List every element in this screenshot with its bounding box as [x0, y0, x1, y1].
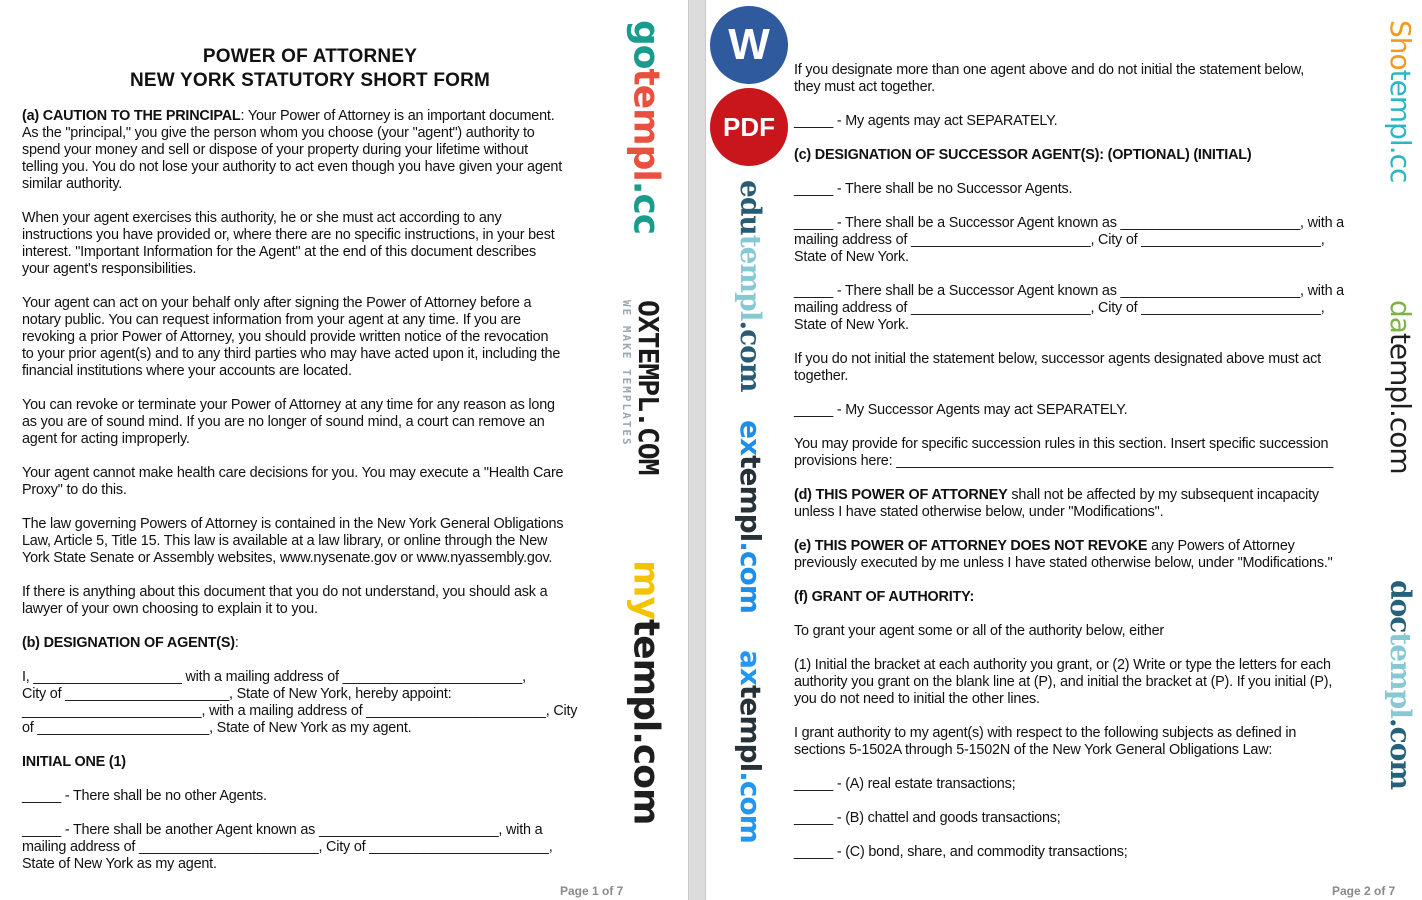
text-line: interest. "Important Information for the Agent" at the end of this document describes: [22, 244, 536, 260]
paragraph: [22, 465, 577, 499]
paragraph: [22, 516, 577, 567]
text-line: City of _____________________, State of New York, hereby appoint:: [22, 686, 452, 702]
text-line: agent for acting improperly.: [22, 431, 190, 447]
text-line: your agent's responsibilities.: [22, 261, 197, 277]
watermark-text: .com: [1383, 717, 1417, 790]
watermark-doctempl: [1384, 580, 1415, 789]
text-line: notary public. You can request information from your agent at any time. If you are: [22, 312, 521, 328]
watermark-text: templ: [733, 455, 767, 542]
watermark-mytempl: [626, 560, 666, 825]
text-line: State of New York as my agent.: [22, 856, 217, 872]
watermark-text: .cc: [625, 180, 667, 235]
paragraph: [794, 351, 1344, 385]
paragraph: [794, 147, 1344, 164]
text-line: _____ - There shall be no Successor Agents.: [794, 181, 1073, 197]
text-line: Proxy" to do this.: [22, 482, 127, 498]
watermark-text: .com: [733, 771, 767, 843]
text-line: mailing address of _______________________, City of _______________________,: [794, 300, 1325, 316]
text-line: [22, 108, 577, 125]
text-line: [22, 635, 577, 652]
word-icon: W: [728, 20, 770, 69]
paragraph: [794, 436, 1344, 470]
paragraph: [794, 810, 1344, 827]
watermark-gotempl: [626, 20, 666, 234]
word-format-badge[interactable]: [710, 6, 788, 84]
watermark-text: templ: [1383, 632, 1417, 718]
text-line: _____ - My Successor Agents may act SEPARATELY.: [794, 402, 1128, 418]
text-line: The law governing Powers of Attorney is contained in the New York General Obligations: [22, 516, 564, 532]
watermark-text: da: [1383, 300, 1417, 333]
text-line: _____ - There shall be no other Agents.: [22, 788, 267, 804]
watermark-text: templ.cc: [1383, 69, 1417, 183]
paragraph: [794, 113, 1344, 130]
paragraph: [22, 210, 577, 278]
document-page-2: [706, 0, 1422, 900]
pdf-icon: PDF: [723, 111, 775, 142]
paragraph: [794, 725, 1344, 759]
text-line: provisions here: ________________________________________________________: [794, 453, 1334, 469]
text-line: you do not need to initial the other lines.: [794, 691, 1040, 707]
section-heading: (f) GRANT OF AUTHORITY:: [794, 589, 975, 605]
text-line: _____ - (C) bond, share, and commodity transactions;: [794, 844, 1128, 860]
text-line: You may provide for specific succession rules in this section. Insert specific succession: [794, 436, 1329, 452]
section-heading: (c) DESIGNATION OF SUCCESSOR AGENT(S): (OPTIONAL) (INITIAL): [794, 147, 1252, 163]
watermark-text: templ.com: [625, 618, 667, 825]
text-line: sections 5-1502A through 5-1502N of the New York General Obligations Law:: [794, 742, 1273, 758]
paragraph: [794, 623, 1344, 640]
text-segment: shall not be affected by my subsequent incapacity: [1007, 487, 1319, 503]
text-line: You can revoke or terminate your Power of Attorney at any time for any reason as long: [22, 397, 555, 413]
watermark-text: edu: [733, 180, 767, 235]
text-line: instructions you have provided or, where there are no specific instructions, in your best: [22, 227, 555, 243]
text-line: York State Senate or Assembly websites, www.nysenate.gov or www.nyassembly.gov.: [22, 550, 553, 566]
section-heading: (e) THIS POWER OF ATTORNEY DOES NOT REVOKE: [794, 538, 1148, 554]
document-title: POWER OF ATTORNEY: [202, 46, 418, 67]
watermark-text: doc: [1383, 580, 1417, 633]
text-line: _____ - There shall be another Agent known as _______________________, with a: [22, 822, 543, 838]
text-line: they must act together.: [794, 79, 935, 95]
text-line: _____ - My agents may act SEPARATELY.: [794, 113, 1058, 129]
text-line: [794, 589, 1344, 606]
text-line: _____ - There shall be a Successor Agent known as _______________________, with a: [794, 283, 1344, 299]
watermark-text: templ: [733, 684, 767, 772]
text-line: revoking a prior Power of Attorney, you should provide written notice of the revocation: [22, 329, 549, 345]
paragraph: [794, 181, 1344, 198]
text-line: telling you. You do not lose your authority to act even though you have given your agent: [22, 159, 563, 175]
text-line: to your prior agent(s) and to any third parties who may have acted upon it, including the: [22, 346, 561, 362]
watermark-text: OXTEMPL.COM: [631, 300, 665, 475]
watermark-extempl: [734, 420, 765, 613]
text-segment: :: [234, 635, 239, 651]
text-line: _____ - There shall be a Successor Agent known as _______________________, with a: [794, 215, 1344, 231]
watermark-text: go: [625, 20, 667, 69]
text-segment: : Your Power of Attorney is an important document.: [240, 108, 555, 124]
paragraph: [794, 589, 1344, 606]
text-line: I grant authority to my agent(s) with respect to the following subjects as defined in: [794, 725, 1297, 741]
text-line: mailing address of _______________________, City of _______________________,: [794, 232, 1325, 248]
watermark-tagline: WE MAKE TEMPLATES: [620, 300, 634, 447]
text-line: Your agent can act on your behalf only after signing the Power of Attorney before a: [22, 295, 532, 311]
page-2-body: [794, 62, 1344, 878]
text-line: State of New York.: [794, 249, 909, 265]
text-line: _____ - (A) real estate transactions;: [794, 776, 1016, 792]
text-line: [22, 754, 577, 771]
text-line: mailing address of _______________________, City of _______________________,: [22, 839, 553, 855]
text-line: To grant your agent some or all of the authority below, either: [794, 623, 1164, 639]
text-segment: any Powers of Attorney: [1147, 538, 1295, 554]
text-line: _______________________, with a mailing address of _______________________, City: [22, 703, 578, 719]
watermark-text: .com: [733, 320, 767, 392]
document-page-1: [0, 0, 688, 900]
watermark-datempl: [1384, 300, 1415, 474]
watermark-oxtempl: [620, 300, 663, 474]
paragraph: [22, 635, 577, 652]
document-subtitle: NEW YORK STATUTORY SHORT FORM: [129, 70, 491, 91]
text-line: of ______________________, State of New York as my agent.: [22, 720, 412, 736]
text-line: _____ - (B) chattel and goods transactions;: [794, 810, 1061, 826]
paragraph: [22, 397, 577, 448]
text-line: I, ___________________ with a mailing address of _______________________,: [22, 669, 526, 685]
paragraph: [794, 844, 1344, 861]
watermark-text: templ.com: [1383, 332, 1417, 474]
text-line: as you are of sound mind. If you are no longer of sound mind, a court can remove an: [22, 414, 545, 430]
paragraph: [794, 283, 1344, 334]
watermark-shotempl: [1384, 20, 1415, 182]
watermark-text: ax: [733, 650, 767, 685]
watermark-text: templ: [625, 68, 667, 181]
section-heading: (a) CAUTION TO THE PRINCIPAL: [22, 108, 241, 124]
text-line: [794, 487, 1344, 504]
paragraph: [794, 215, 1344, 266]
text-line: previously executed by me unless I have stated otherwise below, under "Modifications.": [794, 555, 1333, 571]
text-line: spend your money and sell or dispose of your property during your lifetime without: [22, 142, 528, 158]
watermark-edutempl: [734, 180, 765, 391]
paragraph: [22, 584, 577, 618]
text-line: similar authority.: [22, 176, 123, 192]
text-line: If you designate more than one agent above and do not initial the statement below,: [794, 62, 1305, 78]
text-line: [794, 147, 1344, 164]
paragraph: [22, 822, 577, 873]
watermark-axtempl: [734, 650, 765, 843]
paragraph: [794, 538, 1344, 572]
section-heading: INITIAL ONE (1): [22, 754, 126, 770]
paragraph: [22, 788, 577, 805]
watermark-text: .com: [733, 541, 767, 613]
page-number: Page 2 of 7: [1332, 884, 1396, 898]
paragraph: [22, 108, 577, 193]
text-line: financial institutions where your accounts are located.: [22, 363, 352, 379]
paragraph: [22, 754, 577, 771]
paragraph: [794, 776, 1344, 793]
text-line: State of New York.: [794, 317, 909, 333]
paragraph: [794, 657, 1344, 708]
text-line: Law, Article 5, Title 15. This law is available at a law library, or online through the New: [22, 533, 548, 549]
text-line: If there is anything about this document that you do not understand, you should ask a: [22, 584, 548, 600]
paragraph: [22, 669, 577, 737]
pdf-format-badge[interactable]: [710, 88, 788, 166]
page-separator: [688, 0, 706, 900]
paragraph: [794, 487, 1344, 521]
text-line: As the "principal," you give the person whom you choose (your "agent") authority to: [22, 125, 535, 141]
text-line: authority you grant on the blank line at (P), and initial the bracket at (P). If you initial (P),: [794, 674, 1333, 690]
section-heading: (d) THIS POWER OF ATTORNEY: [794, 487, 1008, 503]
watermark-text: Sho: [1383, 20, 1417, 70]
page-1-body: [22, 108, 577, 890]
text-line: together.: [794, 368, 849, 384]
watermark-text: ex: [733, 420, 767, 456]
page-number: Page 1 of 7: [560, 884, 624, 898]
text-line: lawyer of your own choosing to explain it to you.: [22, 601, 318, 617]
section-heading: (b) DESIGNATION OF AGENT(S): [22, 635, 235, 651]
text-line: [794, 538, 1344, 555]
paragraph: [794, 62, 1344, 96]
paragraph: [22, 295, 577, 380]
text-line: When your agent exercises this authority, he or she must act according to any: [22, 210, 502, 226]
paragraph: [794, 402, 1344, 419]
watermark-text: templ: [733, 234, 767, 321]
text-line: unless I have stated otherwise below, under "Modifications".: [794, 504, 1164, 520]
text-line: Your agent cannot make health care decisions for you. You may execute a "Health Care: [22, 465, 564, 481]
watermark-text: my: [625, 560, 667, 619]
text-line: (1) Initial the bracket at each authority you grant, or (2) Write or type the letters for each: [794, 657, 1331, 673]
text-line: If you do not initial the statement below, successor agents designated above must act: [794, 351, 1321, 367]
